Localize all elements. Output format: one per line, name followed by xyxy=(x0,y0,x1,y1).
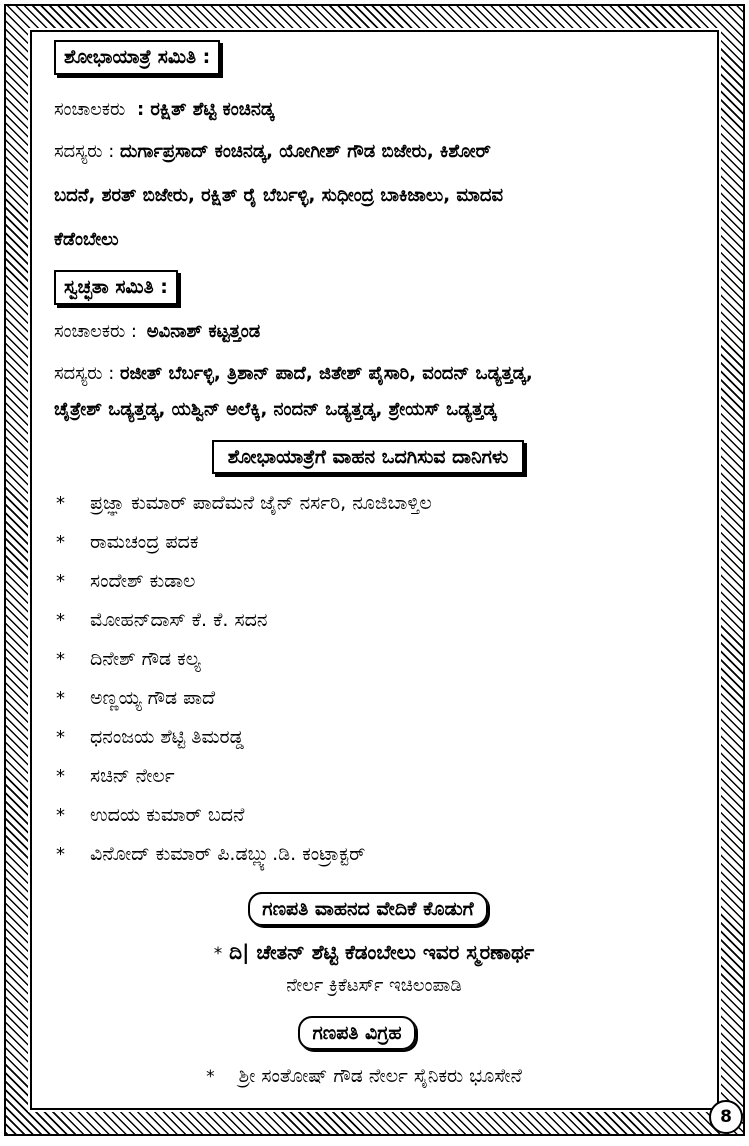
donor-list-item xyxy=(54,796,694,835)
donor-name: ಸಚಿನ್ ನೇರ್ಲ xyxy=(90,765,175,787)
bullet: * xyxy=(213,944,223,964)
members-label: ಸದಸ್ಯರು : xyxy=(54,363,115,384)
cleanliness-committee-heading: ಸ್ವಚ್ಛತಾ ಸಮಿತಿ : xyxy=(54,270,178,305)
stage-donor-heading: ಗಣಪತಿ ವಾಹನದ ವೇದಿಕೆ ಕೊಡುಗೆ xyxy=(248,892,487,926)
idol-section xyxy=(54,1016,694,1093)
idol-donor-text: ಶ್ರೀ ಸಂತೋಷ್ ಗೌಡ ನೇರ್ಲ ಸೈನಿಕರು ಭೂಸೇನೆ xyxy=(238,1065,522,1087)
donor-name: ವಿನೋದ್ ಕುಮಾರ್ ಪಿ.ಡಬ್ಲ್ಯು.ಡಿ. ಕಂಟ್ರಾಕ್ಟರ್ xyxy=(90,843,366,865)
coordinator-name: ಅವಿನಾಶ್ ಕಟ್ಟತ್ತಂಡ xyxy=(146,321,261,342)
cleanliness-coordinator-line xyxy=(54,314,694,350)
members-text: ರಜೀತ್ ಬೆರ್ಬಳ್ಳಿ, ತ್ರಿಶಾನ್ ಪಾದೆ, ಜಿತೇಶ್ ಪೈಸಾರಿ, ವಂದನ್ ಒಡ್ಯತ್ತಡ್ಕ, xyxy=(120,363,533,384)
stage-donor-memorial-line xyxy=(54,936,694,970)
donor-list-item xyxy=(54,835,694,874)
stage-donor-by: ನೇರ್ಲ ಕ್ರಿಕೆಟರ್ಸ್ ಇಚಿಲಂಪಾಡಿ xyxy=(286,975,462,996)
page-number: 8 xyxy=(709,1100,743,1134)
donor-list-item xyxy=(54,640,694,679)
bullet: * xyxy=(56,766,65,787)
idol-donor-line xyxy=(54,1060,694,1093)
bullet: * xyxy=(56,805,65,826)
memorial-text: ದಿ| ಚೇತನ್ ಶೆಟ್ಟಿ ಕೆಡಂಬೇಲು ಇವರ ಸ್ಮರಣಾರ್ಥ xyxy=(229,940,535,964)
donor-name: ಉದಯ ಕುಮಾರ್ ಬದನೆ xyxy=(90,804,245,826)
bullet: * xyxy=(56,493,65,514)
coordinator-label: ಸಂಚಾಲಕರು : xyxy=(54,321,137,342)
donor-list-item xyxy=(54,757,694,796)
coordinator-name: : ರಕ್ಷಿತ್ ಶೆಟ್ಟಿ ಕಂಚಿನಡ್ಕ xyxy=(136,99,275,120)
bullet: * xyxy=(56,727,65,748)
donor-name: ಪ್ರಜ್ಞಾ ಕುಮಾರ್ ಪಾದೆಮನೆ ಜೈನ್ ನರ್ಸರಿ, ನೂಜಿಬಾಳ್ತಿಲ xyxy=(90,492,432,514)
bullet: * xyxy=(56,610,65,631)
cleanliness-members-line-2: ಚೈತ್ರೇಶ್ ಒಡ್ಯತ್ತಡ್ಕ, ಯಶ್ವಿನ್ ಅಲೆಕ್ಕಿ, ನಂದನ್ ಒಡ್ಯತ್ತಡ್ಕ, ಶ್ರೇಯಸ್ ಒಡ್ಯತ್ತಡ್ಕ xyxy=(54,399,497,420)
donor-list-item xyxy=(54,484,694,523)
vehicle-donors-list xyxy=(54,484,694,874)
donor-list-item xyxy=(54,523,694,562)
donor-name: ದಿನೇಶ್ ಗೌಡ ಕಲ್ಯ xyxy=(90,648,201,670)
donor-list-item xyxy=(54,562,694,601)
bullet: * xyxy=(206,1067,215,1087)
cleanliness-members-line-1 xyxy=(54,356,694,392)
procession-committee-section xyxy=(54,40,694,258)
donor-list-item xyxy=(54,601,694,640)
donor-name: ಧನಂಜಯ ಶೆಟ್ಟಿ ತಿಮರಡ್ಡ xyxy=(90,726,244,748)
procession-coordinator-line xyxy=(54,92,694,128)
procession-members-line-1 xyxy=(54,134,694,170)
donor-name: ರಾಮಚಂದ್ರ ಪದಕ xyxy=(90,531,199,553)
idol-heading: ಗಣಪತಿ ವಿಗ್ರಹ xyxy=(298,1016,415,1050)
members-label: ಸದಸ್ಯರು : xyxy=(54,141,115,162)
donor-name: ಸಂದೇಶ್ ಕುಡಾಲ xyxy=(90,570,196,592)
donor-list-item xyxy=(54,718,694,757)
procession-members-line-3: ಕೆಡೆಂಬೇಲು xyxy=(54,229,119,250)
donor-list-item xyxy=(54,679,694,718)
cleanliness-committee-section xyxy=(54,270,694,428)
bullet: * xyxy=(56,571,65,592)
page-content xyxy=(54,40,694,1093)
bullet: * xyxy=(56,649,65,670)
members-text: ದುರ್ಗಾಪ್ರಸಾದ್ ಕಂಚಿನಡ್ಕ, ಯೋಗೀಶ್ ಗೌಡ ಬಿಜೇರು, ಕಿಶೋರ್ xyxy=(120,141,491,162)
bullet: * xyxy=(56,688,65,709)
procession-committee-heading: ಶೋಭಾಯಾತ್ರೆ ಸಮಿತಿ : xyxy=(54,40,220,75)
stage-donor-section xyxy=(54,892,694,1002)
bullet: * xyxy=(56,532,65,553)
bullet: * xyxy=(56,844,65,865)
vehicle-donors-section xyxy=(54,440,694,874)
procession-members-line-2: ಬದನೆ, ಶರತ್ ಬಿಜೇರು, ರಕ್ಷಿತ್ ರೈ ಬೆರ್ಬಳ್ಳಿ, ಸುಧೀಂದ್ರ ಬಾಕಿಜಾಲು, ಮಾದವ xyxy=(54,185,504,206)
donor-name: ಅಣ್ಣಯ್ಯ ಗೌಡ ಪಾದೆ xyxy=(90,687,216,709)
vehicle-donors-heading: ಶೋಭಾಯಾತ್ರೆಗೆ ವಾಹನ ಒದಗಿಸುವ ದಾನಿಗಳು xyxy=(212,440,525,474)
coordinator-label: ಸಂಚಾಲಕರು xyxy=(54,99,126,120)
donor-name: ಮೋಹನ್‌ದಾಸ್ ಕೆ. ಕೆ. ಸದನ xyxy=(90,609,268,631)
